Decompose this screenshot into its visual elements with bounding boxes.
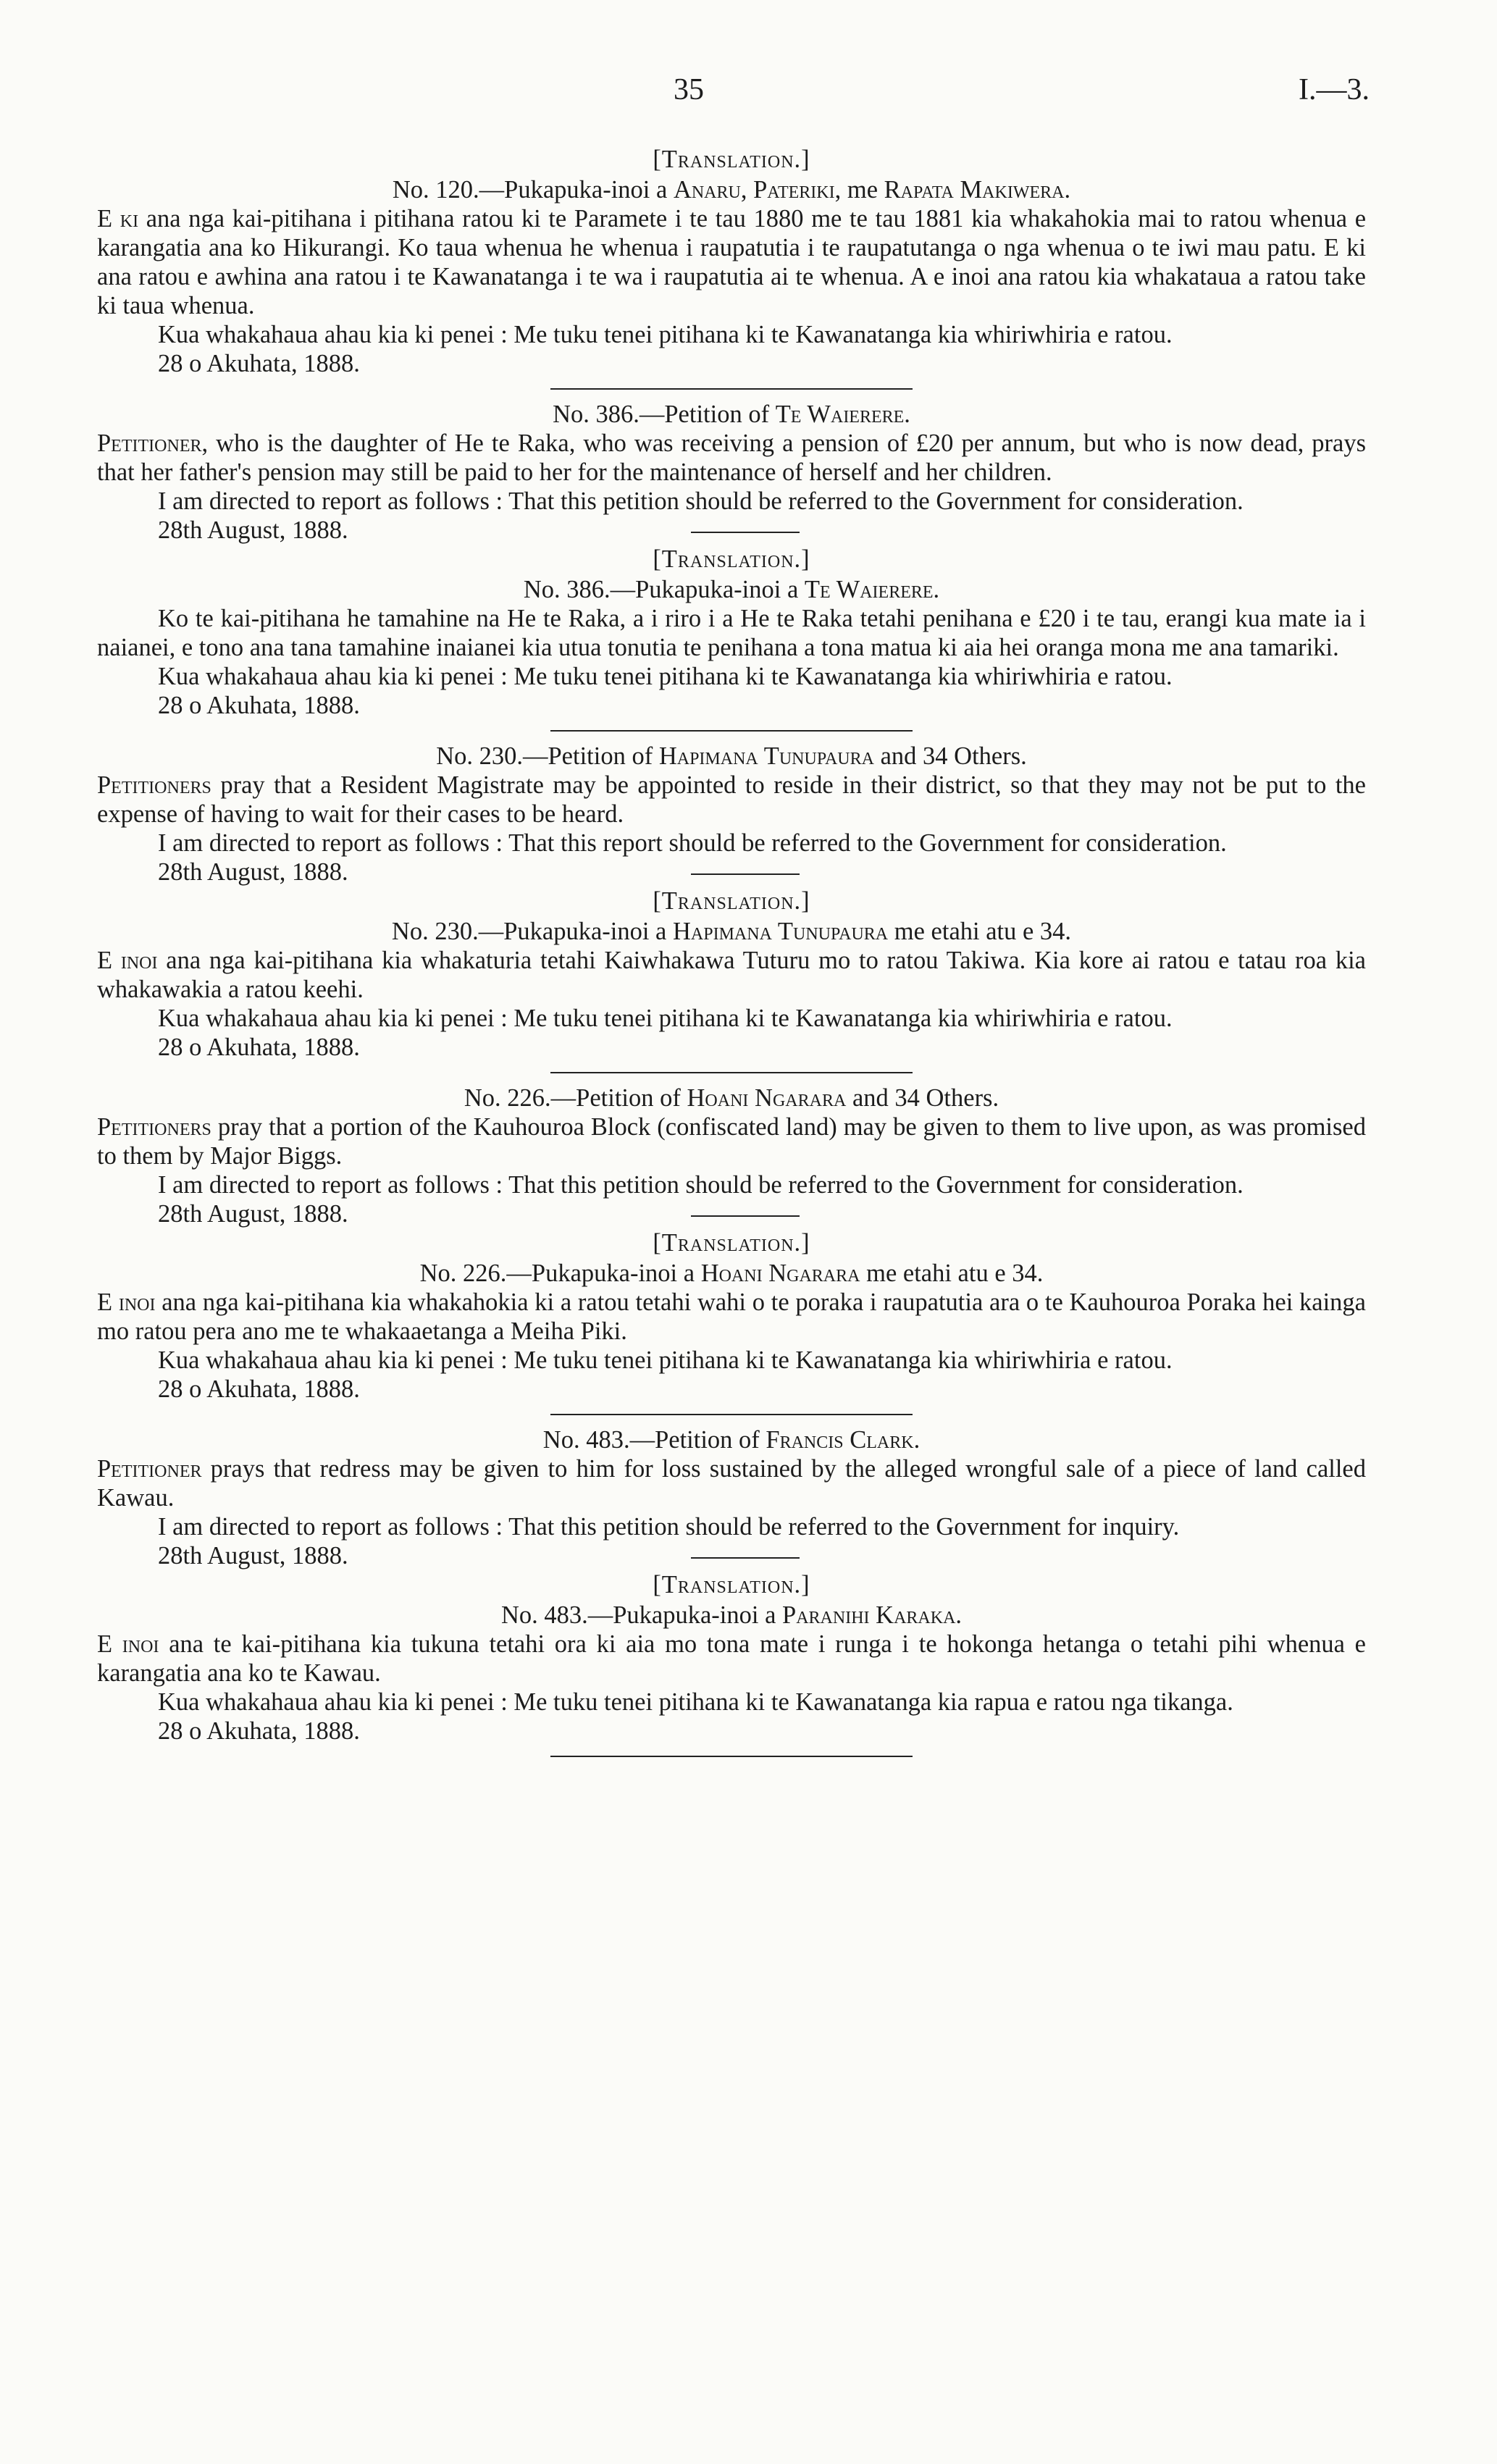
section-divider <box>691 1215 800 1217</box>
section-body: E inoi ana nga kai-pitihana kia whakaturia tetahi Kaiwhakawa Tuturu mo to ratou Takiwa. Kia kore ai ratou e tatau roa kia whakawakia a ratou keehi. <box>97 947 1366 1003</box>
section-divider <box>550 388 913 390</box>
section-date: 28 o Akuhata, 1888. <box>158 1717 360 1745</box>
section-translation-120 <box>97 145 1366 390</box>
section-body: Petitioner, who is the daughter of He te Raka, who was receiving a pension of £20 per annum, but who is now dead, prays that her father's pension may still be paid to her for the maintenance of herself and her children. <box>97 429 1366 486</box>
section-date: 28th August, 1888. <box>158 1542 348 1570</box>
section-title: No. 230.—Pukapuka-inoi a Hapimana Tunupaura me etahi atu e 34. <box>391 918 1072 945</box>
section-title: No. 386.—Petition of Te Waierere. <box>553 401 910 428</box>
section-petition-483 <box>97 1425 1366 1570</box>
section-date: 28 o Akuhata, 1888. <box>158 350 360 377</box>
section-report: Kua whakahaua ahau kia ki penei : Me tuku tenei pitihana ki te Kawanatanga kia whiriwhiria e ratou. <box>158 1346 1173 1374</box>
document-body <box>97 145 1366 1767</box>
section-divider <box>691 532 800 533</box>
section-title: No. 483.—Pukapuka-inoi a Paranihi Karaka. <box>500 1601 963 1629</box>
section-translation-386 <box>97 545 1366 732</box>
section-divider <box>691 873 800 875</box>
section-date: 28th August, 1888. <box>158 1200 348 1228</box>
section-date: 28 o Akuhata, 1888. <box>158 1034 360 1061</box>
section-body: Petitioners pray that a portion of the Kauhouroa Block (confiscated land) may be given to them to live upon, as was promised to them by Major Biggs. <box>97 1113 1366 1170</box>
section-translation-226 <box>97 1228 1366 1415</box>
section-title: No. 226.—Petition of Hoani Ngarara and 34 Others. <box>464 1084 999 1112</box>
section-translation-483 <box>97 1570 1366 1757</box>
section-report: I am directed to report as follows : That this petition should be referred to the Government for inquiry. <box>158 1513 1180 1541</box>
document-reference: I.—3. <box>1299 73 1370 106</box>
page-header <box>0 72 1497 116</box>
section-petition-230 <box>97 742 1366 887</box>
section-petition-226 <box>97 1084 1366 1228</box>
section-title: No. 120.—Pukapuka-inoi a Anaru, Pateriki, me Rapata Makiwera. <box>392 176 1071 204</box>
section-report: I am directed to report as follows : That this petition should be referred to the Government for consideration. <box>158 487 1244 515</box>
section-title: No. 226.—Pukapuka-inoi a Hoani Ngarara me etahi atu e 34. <box>419 1260 1044 1287</box>
section-body: E inoi ana nga kai-pitihana kia whakahokia ki a ratou tetahi wahi o te poraka i raupatutia ara o te Kauhouroa Poraka hei kainga mo ratou pera ano me te whakaaetanga a Meiha Piki. <box>97 1288 1366 1345</box>
section-body: Ko te kai-pitihana he tamahine na He te Raka, a i riro i a He te Raka tetahi penihana e £20 i te tau, erangi kua mate ia i naianei, e tono ana tana tamahine inaianei kia utua tonutia te penihana a tona matua ki aia hei oranga mona me ana tamariki. <box>97 605 1366 661</box>
section-date: 28th August, 1888. <box>158 516 348 544</box>
section-title: No. 483.—Petition of Francis Clark. <box>542 1426 921 1454</box>
section-divider <box>550 1756 913 1757</box>
section-title: No. 230.—Petition of Hapimana Tunupaura and 34 Others. <box>436 742 1027 770</box>
section-body: E ki ana nga kai-pitihana i pitihana ratou ki te Paramete i te tau 1880 me te tau 1881 kia whakahokia mai to ratou whenua e karangatia ana ko Hikurangi. Ko taua whenua he whenua i raupatutia i te raupatutanga o nga whenua o te iwi mau patu. E ki ana ratou e awhina ana ratou i te Kawanatanga i te wa i raupatutia ai te whenua. A e inoi ana ratou kia whakataua a ratou take ki taua whenua. <box>97 205 1367 319</box>
section-report: Kua whakahaua ahau kia ki penei : Me tuku tenei pitihana ki te Kawanatanga kia whiriwhiria e ratou. <box>158 1005 1173 1032</box>
section-report: I am directed to report as follows : That this report should be referred to the Government for consideration. <box>158 829 1227 857</box>
section-report: Kua whakahaua ahau kia ki penei : Me tuku tenei pitihana ki te Kawanatanga kia rapua e ratou nga tikanga. <box>158 1688 1233 1716</box>
section-petition-386 <box>97 400 1366 545</box>
page-number: 35 <box>674 73 704 106</box>
section-date: 28 o Akuhata, 1888. <box>158 692 360 719</box>
section-report: I am directed to report as follows : That this petition should be referred to the Government for consideration. <box>158 1171 1244 1199</box>
translation-label: [Translation.] <box>653 887 810 915</box>
section-body: Petitioners pray that a Resident Magistrate may be appointed to reside in their district, so that they may not be put to the expense of having to wait for their cases to be heard. <box>97 771 1366 828</box>
section-divider <box>691 1557 800 1559</box>
translation-label: [Translation.] <box>653 1229 810 1257</box>
section-divider <box>550 1072 913 1073</box>
translation-label: [Translation.] <box>653 545 810 573</box>
section-body: Petitioner prays that redress may be given to him for loss sustained by the alleged wrongful sale of a piece of land called Kawau. <box>97 1455 1366 1512</box>
section-divider <box>550 730 913 732</box>
section-body: E inoi ana te kai-pitihana kia tukuna tetahi ora ki aia mo tona mate i runga i te hokonga hetanga o tetahi pihi whenua e karangatia ana ko te Kawau. <box>97 1630 1366 1687</box>
section-report: Kua whakahaua ahau kia ki penei : Me tuku tenei pitihana ki te Kawanatanga kia whiriwhiria e ratou. <box>158 321 1173 348</box>
section-report: Kua whakahaua ahau kia ki penei : Me tuku tenei pitihana ki te Kawanatanga kia whiriwhiria e ratou. <box>158 663 1173 690</box>
translation-label: [Translation.] <box>653 1571 810 1598</box>
section-date: 28th August, 1888. <box>158 858 348 886</box>
section-title: No. 386.—Pukapuka-inoi a Te Waierere. <box>523 576 940 603</box>
section-translation-230 <box>97 887 1366 1073</box>
translation-label: [Translation.] <box>653 146 810 173</box>
section-divider <box>550 1414 913 1415</box>
section-date: 28 o Akuhata, 1888. <box>158 1375 360 1403</box>
